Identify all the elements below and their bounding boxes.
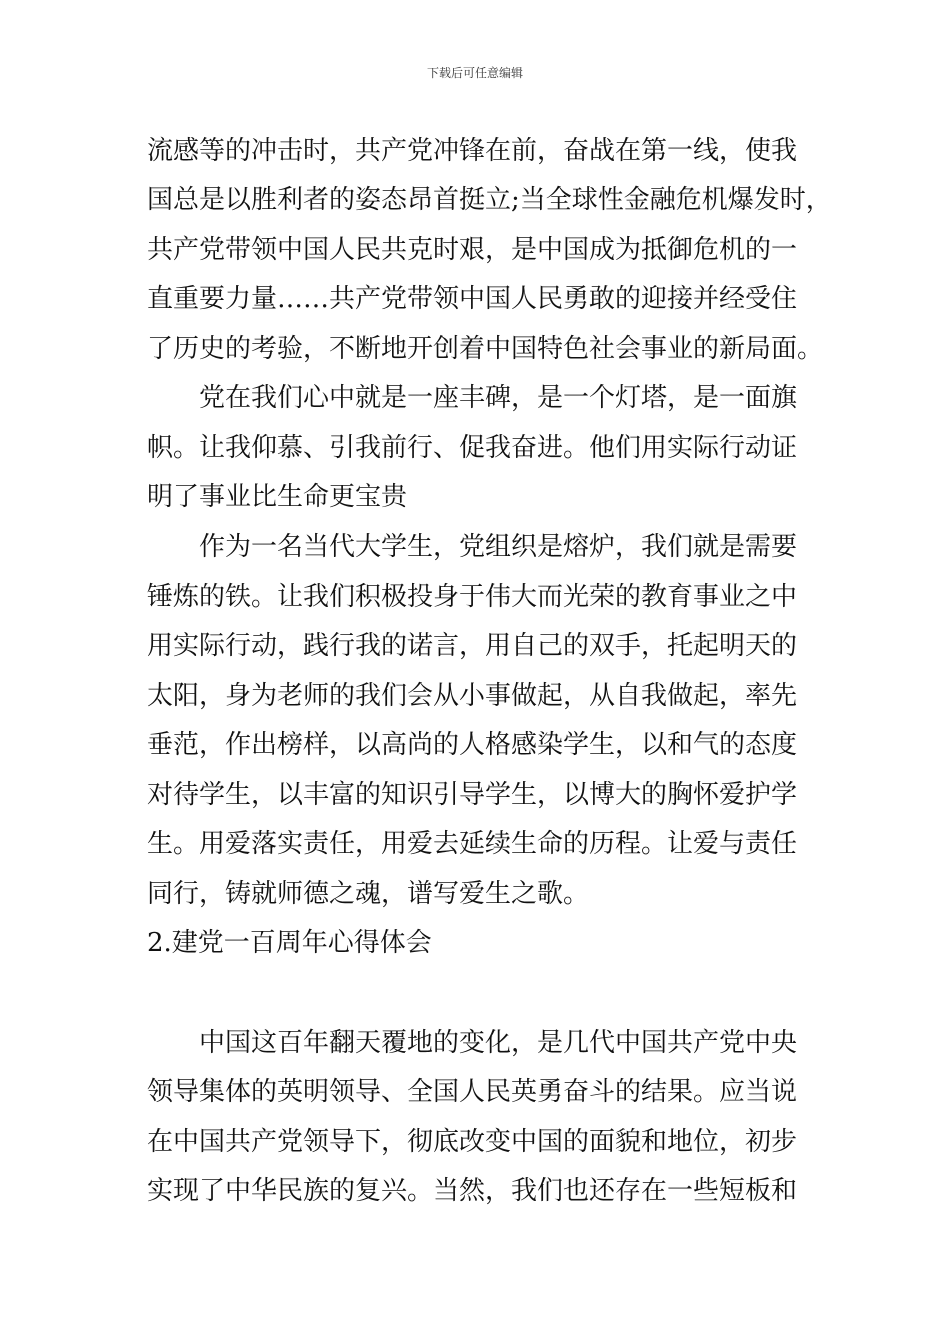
text-line: 了历史的考验，不断地开创着中国特色社会事业的新局面。: [147, 334, 824, 364]
text-line: 党在我们心中就是一座丰碑，是一个灯塔，是一面旗: [199, 383, 798, 413]
text-line: 共产党带领中国人民共克时艰，是中国成为抵御危机的一: [147, 235, 798, 265]
text-line: 帜。让我仰慕、引我前行、促我奋进。他们用实际行动证: [147, 433, 798, 463]
text-line: 国总是以胜利者的姿态昂首挺立;当全球性金融危机爆发时，: [147, 185, 832, 215]
text-line: 用实际行动，践行我的诺言，用自己的双手，托起明天的: [147, 631, 798, 661]
text-line: 流感等的冲击时，共产党冲锋在前，奋战在第一线，使我: [147, 136, 798, 166]
text-line: 明了事业比生命更宝贵: [147, 482, 408, 512]
text-line: 垂范，作出榜样，以高尚的人格感染学生，以和气的态度: [147, 730, 798, 760]
text-line: 同行，铸就师德之魂，谱写爱生之歌。: [147, 879, 590, 909]
text-line: 对待学生，以丰富的知识引导学生，以博大的胸怀爱护学: [147, 780, 798, 810]
text-line: 太阳，身为老师的我们会从小事做起，从自我做起，率先: [147, 681, 798, 711]
text-line: 生。用爱落实责任，用爱去延续生命的历程。让爱与责任: [147, 829, 798, 859]
text-line: 作为一名当代大学生，党组织是熔炉，我们就是需要: [199, 532, 798, 562]
section-heading: 2.建党一百周年心得体会: [147, 928, 432, 958]
text-line: 实现了中华民族的复兴。当然，我们也还存在一些短板和: [147, 1176, 798, 1206]
text-line: 直重要力量……共产党带领中国人民勇敢的迎接并经受住: [147, 284, 798, 314]
text-line: 领导集体的英明领导、全国人民英勇奋斗的结果。应当说: [147, 1077, 798, 1107]
text-line: 在中国共产党领导下，彻底改变中国的面貌和地位，初步: [147, 1127, 798, 1157]
page-header: 下载后可任意编辑: [426, 66, 523, 80]
text-line: 锤炼的铁。让我们积极投身于伟大而光荣的教育事业之中: [147, 582, 798, 612]
text-line: 中国这百年翻天覆地的变化，是几代中国共产党中央: [199, 1028, 798, 1058]
